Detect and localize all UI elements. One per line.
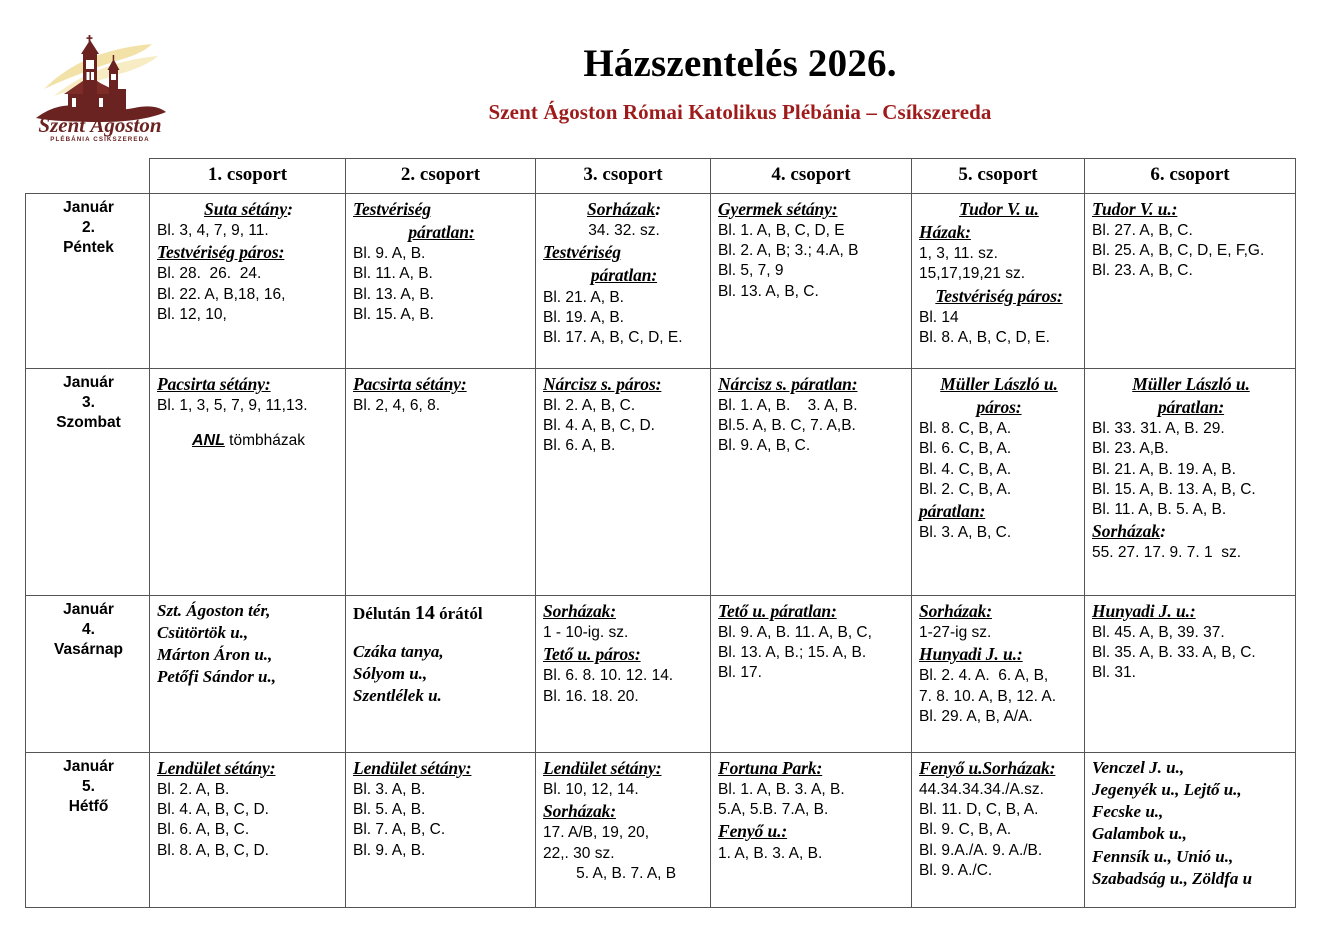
address-line: Bl. 5. A, B. bbox=[353, 801, 426, 819]
group-cell-5 bbox=[912, 369, 1085, 596]
group-cell-3 bbox=[536, 753, 711, 908]
group-cell-6 bbox=[1085, 369, 1296, 596]
address-line: Bl. 9.A./A. 9. A./B. bbox=[919, 841, 1043, 859]
address-line: Bl. 3, 4, 7, 9, 11. bbox=[157, 222, 269, 240]
street-heading: Sorházak: bbox=[543, 801, 617, 822]
address-line: Bl. 9. A, B, C. bbox=[718, 437, 811, 455]
title-block bbox=[180, 44, 1300, 125]
address-line: Bl. 9. A./C. bbox=[919, 861, 993, 879]
date-cell bbox=[26, 194, 150, 369]
street-heading: Testvériség bbox=[543, 242, 621, 263]
address-line: Bl. 8. A, B, C, D, E. bbox=[919, 328, 1050, 346]
time-note: Délután 14 órától bbox=[353, 602, 483, 624]
date-line: Szombat bbox=[56, 414, 121, 432]
street-heading: Hunyadi J. u.: bbox=[1092, 601, 1196, 621]
address-line: Bl. 2. 4. A. 6. A, B, bbox=[919, 667, 1049, 685]
address-line: Bl. 9. A, B. bbox=[353, 841, 426, 859]
address-line: Bl. 13. A, B. bbox=[353, 285, 434, 303]
address-line: 22,. 30 sz. bbox=[543, 844, 615, 862]
date-line: Péntek bbox=[63, 239, 114, 257]
address-line: Bl. 28. 26. 24. bbox=[157, 265, 262, 283]
street-heading: páratlan: bbox=[408, 222, 475, 243]
group-cell-1 bbox=[150, 194, 346, 369]
address-line: Bl. 31. bbox=[1092, 664, 1136, 682]
page-header bbox=[0, 0, 1320, 152]
address-line: Bl. 6. A, B, C. bbox=[157, 821, 250, 839]
address-line: Bl. 27. A, B, C. bbox=[1092, 222, 1193, 240]
table-row bbox=[26, 596, 1296, 753]
address-line: Bl. 23. A, B, C. bbox=[1092, 262, 1193, 280]
street-heading: Testvériség páros: bbox=[935, 285, 1063, 306]
date-line: 5. bbox=[82, 778, 95, 796]
logo-wordmark: Szent Ágoston bbox=[38, 113, 162, 137]
date-line: 2. bbox=[82, 219, 95, 237]
street-heading: Tető u. páros: bbox=[543, 644, 641, 665]
address-line: Bl. 10, 12, 14. bbox=[543, 781, 639, 799]
street-heading: Tető u. páratlan: bbox=[718, 601, 837, 621]
header-spacer-cell bbox=[26, 159, 150, 194]
address-line: Bl. 1. A, B. 3. A, B. bbox=[718, 781, 845, 799]
address-line: Bl. 6. 8. 10. 12. 14. bbox=[543, 667, 674, 685]
group-header-6: 6. csoport bbox=[1085, 159, 1296, 194]
group-cell-4 bbox=[711, 194, 912, 369]
street-heading: Nárcisz s. páratlan: bbox=[718, 374, 858, 394]
street-heading: Fenyő u.: bbox=[718, 821, 788, 842]
house-blessing-schedule-table bbox=[25, 158, 1296, 908]
street-heading: Pacsirta sétány: bbox=[353, 374, 467, 394]
street-heading: Müller László u. bbox=[940, 374, 1058, 394]
group-cell-6 bbox=[1085, 194, 1296, 369]
street-heading: Müller László u. bbox=[1132, 374, 1250, 394]
address-line: Bl. 2. A, B. bbox=[157, 781, 230, 799]
group-cell-5 bbox=[912, 596, 1085, 753]
group-cell-1 bbox=[150, 753, 346, 908]
address-line: Bl. 16. 18. 20. bbox=[543, 687, 639, 705]
street-name-line: Márton Áron u., bbox=[157, 645, 273, 665]
street-name-line: Petőfi Sándor u., bbox=[157, 667, 277, 687]
address-line: Bl. 29. A, B, A/A. bbox=[919, 707, 1033, 725]
address-line: Bl. 11. D, C, B, A. bbox=[919, 801, 1039, 819]
street-heading: Testvériség bbox=[353, 199, 431, 219]
group-cell-2 bbox=[346, 596, 536, 753]
schedule-table-wrapper bbox=[25, 158, 1295, 908]
address-line: Bl. 8. A, B, C, D. bbox=[157, 841, 269, 859]
address-line: Bl. 11. A, B. bbox=[353, 265, 433, 283]
street-heading: Tudor V. u.: bbox=[1092, 199, 1178, 219]
date-line: Január bbox=[63, 601, 114, 618]
address-line: Bl. 2, 4, 6, 8. bbox=[353, 397, 441, 415]
street-heading: Fenyő u.Sorházak: bbox=[919, 758, 1056, 778]
address-line: Bl. 1. A, B, C, D, E bbox=[718, 222, 845, 240]
address-line: Bl. 33. 31. A, B. 29. bbox=[1092, 420, 1225, 438]
page-title: Házszentelés 2026. bbox=[583, 42, 897, 85]
group-cell-4 bbox=[711, 596, 912, 753]
address-line: 55. 27. 17. 9. 7. 1 sz. bbox=[1092, 544, 1242, 562]
table-head bbox=[26, 159, 1296, 194]
anl-blocks-line: ANL tömbházak bbox=[191, 432, 306, 450]
address-line: 1 - 10-ig. sz. bbox=[543, 624, 629, 642]
group-cell-2 bbox=[346, 753, 536, 908]
group-cell-4 bbox=[711, 369, 912, 596]
street-heading: Tudor V. u. bbox=[959, 199, 1039, 219]
group-cell-6 bbox=[1085, 596, 1296, 753]
address-line: Bl.5. A, B. C, 7. A,B. bbox=[718, 417, 856, 435]
street-name-line: Szabadság u., Zöldfa u bbox=[1092, 868, 1253, 888]
group-cell-3 bbox=[536, 369, 711, 596]
street-heading: Sorházak: bbox=[543, 601, 617, 621]
street-heading: Fortuna Park: bbox=[718, 758, 823, 778]
address-line: Bl. 45. A, B, 39. 37. bbox=[1092, 624, 1225, 642]
group-header-1: 1. csoport bbox=[150, 159, 346, 194]
street-heading: Házak: bbox=[919, 222, 971, 243]
street-heading: Pacsirta sétány: bbox=[157, 374, 271, 394]
street-heading: Gyermek sétány: bbox=[718, 199, 838, 219]
address-line: Bl. 13. A, B, C. bbox=[718, 282, 819, 300]
street-heading: Suta sétány: bbox=[204, 199, 293, 219]
group-cell-5 bbox=[912, 194, 1085, 369]
address-line: 1. A, B. 3. A, B. bbox=[718, 844, 823, 862]
address-line: Bl. 6. A, B. bbox=[543, 437, 616, 455]
address-line: 15,17,19,21 sz. bbox=[919, 265, 1025, 283]
address-line: Bl. 21. A, B. bbox=[543, 288, 624, 306]
address-line: Bl. 1, 3, 5, 7, 9, 11,13. bbox=[157, 397, 308, 415]
address-line: 44.34.34.34./A.sz. bbox=[919, 781, 1044, 799]
address-line: Bl. 15. A, B. bbox=[353, 305, 434, 323]
date-cell bbox=[26, 369, 150, 596]
date-line: Vasárnap bbox=[54, 641, 123, 659]
address-line: Bl. 21. A, B. 19. A, B. bbox=[1092, 460, 1236, 478]
table-row bbox=[26, 369, 1296, 596]
street-name-line: Csütörtök u., bbox=[157, 623, 249, 643]
date-line: 4. bbox=[82, 621, 95, 639]
group-cell-6 bbox=[1085, 753, 1296, 908]
address-line: Bl. 2. A, B, C. bbox=[543, 397, 636, 415]
street-heading: páratlan: bbox=[919, 500, 986, 521]
szent-agoston-parish-logo bbox=[26, 34, 176, 144]
address-line: 1-27-ig sz. bbox=[919, 624, 992, 642]
address-line: 1, 3, 11. sz. bbox=[919, 245, 998, 263]
address-line: Bl. 5, 7, 9 bbox=[718, 262, 784, 280]
address-line: 34. 32. sz. bbox=[588, 222, 660, 240]
street-name-line: Szt. Ágoston tér, bbox=[157, 601, 271, 620]
group-cell-5 bbox=[912, 753, 1085, 908]
block-spacer bbox=[157, 416, 340, 431]
address-line: Bl. 2. A, B; 3.; 4.A, B bbox=[718, 242, 859, 260]
logo-subwordmark: PLÉBÁNIA CSÍKSZEREDA bbox=[50, 136, 150, 143]
page-subtitle: Szent Ágoston Római Katolikus Plébánia – Csíkszereda bbox=[488, 99, 992, 124]
group-cell-4 bbox=[711, 753, 912, 908]
address-line: Bl. 13. A, B.; 15. A, B. bbox=[718, 644, 867, 662]
street-heading: Sorházak: bbox=[1092, 520, 1166, 541]
street-heading: Sorházak: bbox=[919, 601, 993, 621]
address-line: Bl. 35. A, B. 33. A, B, C. bbox=[1092, 644, 1256, 662]
date-line: Január bbox=[63, 199, 114, 216]
address-line: Bl. 9. C, B, A. bbox=[919, 821, 1012, 839]
street-name-line: Galambok u., bbox=[1092, 824, 1187, 844]
address-line: Bl. 9. A, B. bbox=[353, 245, 426, 263]
date-line: Január bbox=[63, 374, 114, 391]
address-line: Bl. 4. A, B, C, D. bbox=[157, 801, 269, 819]
street-heading: Lendület sétány: bbox=[353, 758, 472, 778]
group-cell-3 bbox=[536, 194, 711, 369]
street-name-line: Jegenyék u., Lejtő u., bbox=[1092, 780, 1242, 800]
address-line: Bl. 17. bbox=[718, 664, 762, 682]
table-row bbox=[26, 753, 1296, 908]
table-row bbox=[26, 194, 1296, 369]
address-line: 17. A/B, 19, 20, bbox=[543, 824, 649, 842]
address-line: Bl. 12, 10, bbox=[157, 305, 227, 323]
address-line: Bl. 3. A, B, C. bbox=[919, 523, 1012, 541]
street-heading: páros: bbox=[976, 397, 1022, 418]
table-body bbox=[26, 194, 1296, 908]
address-line: Bl. 1. A, B. 3. A, B. bbox=[718, 397, 858, 415]
address-line: Bl. 4. C, B, A. bbox=[919, 460, 1012, 478]
address-line: Bl. 15. A, B. 13. A, B, C. bbox=[1092, 480, 1256, 498]
date-cell bbox=[26, 596, 150, 753]
date-line: Január bbox=[63, 758, 114, 775]
group-cell-1 bbox=[150, 369, 346, 596]
group-header-row bbox=[26, 159, 1296, 194]
street-name-line: Fecske u., bbox=[1092, 802, 1164, 822]
group-cell-2 bbox=[346, 369, 536, 596]
address-line: Bl. 9. A, B. 11. A, B, C, bbox=[718, 624, 872, 642]
street-heading: Nárcisz s. páros: bbox=[543, 374, 662, 394]
street-heading: Hunyadi J. u.: bbox=[919, 644, 1023, 665]
group-header-5: 5. csoport bbox=[912, 159, 1085, 194]
street-name-line: Sólyom u., bbox=[353, 664, 428, 684]
group-header-2: 2. csoport bbox=[346, 159, 536, 194]
address-line: 5.A, 5.B. 7.A, B. bbox=[718, 801, 829, 819]
block-spacer bbox=[353, 626, 530, 641]
address-line: Bl. 22. A, B,18, 16, bbox=[157, 285, 286, 303]
address-line: Bl. 25. A, B, C, D, E, F,G. bbox=[1092, 242, 1265, 260]
group-cell-3 bbox=[536, 596, 711, 753]
street-heading: Lendület sétány: bbox=[157, 758, 276, 778]
address-line: Bl. 11. A, B. 5. A, B. bbox=[1092, 500, 1227, 518]
street-name-line: Szentlélek u. bbox=[353, 686, 442, 706]
address-line: Bl. 4. A, B, C, D. bbox=[543, 417, 655, 435]
street-name-line: Czáka tanya, bbox=[353, 642, 444, 661]
address-line: Bl. 8. C, B, A. bbox=[919, 420, 1012, 438]
street-heading: páratlan: bbox=[590, 265, 658, 286]
street-heading: Lendület sétány: bbox=[543, 758, 662, 778]
group-header-3: 3. csoport bbox=[536, 159, 711, 194]
group-cell-1 bbox=[150, 596, 346, 753]
street-heading: Testvériség páros: bbox=[157, 242, 285, 263]
date-cell bbox=[26, 753, 150, 908]
address-line: Bl. 14 bbox=[919, 308, 959, 326]
group-cell-2 bbox=[346, 194, 536, 369]
address-line: Bl. 6. C, B, A. bbox=[919, 440, 1012, 458]
street-heading: páratlan: bbox=[1157, 397, 1225, 418]
street-heading: Sorházak: bbox=[587, 199, 661, 219]
address-line: 5. A, B. 7. A, B bbox=[571, 864, 677, 882]
address-line: Bl. 17. A, B, C, D, E. bbox=[543, 328, 683, 346]
address-line: Bl. 23. A,B. bbox=[1092, 440, 1169, 458]
address-line: Bl. 2. C, B, A. bbox=[919, 480, 1012, 498]
address-line: 7. 8. 10. A, B, 12. A. bbox=[919, 687, 1057, 705]
address-line: Bl. 7. A, B, C. bbox=[353, 821, 446, 839]
street-name-line: Fennsík u., Unió u., bbox=[1092, 846, 1234, 866]
group-header-4: 4. csoport bbox=[711, 159, 912, 194]
date-line: 3. bbox=[82, 394, 95, 412]
address-line: Bl. 3. A, B. bbox=[353, 781, 426, 799]
address-line: Bl. 19. A, B. bbox=[543, 308, 624, 326]
date-line: Hétfő bbox=[68, 798, 109, 816]
street-name-line: Venczel J. u., bbox=[1092, 758, 1185, 777]
